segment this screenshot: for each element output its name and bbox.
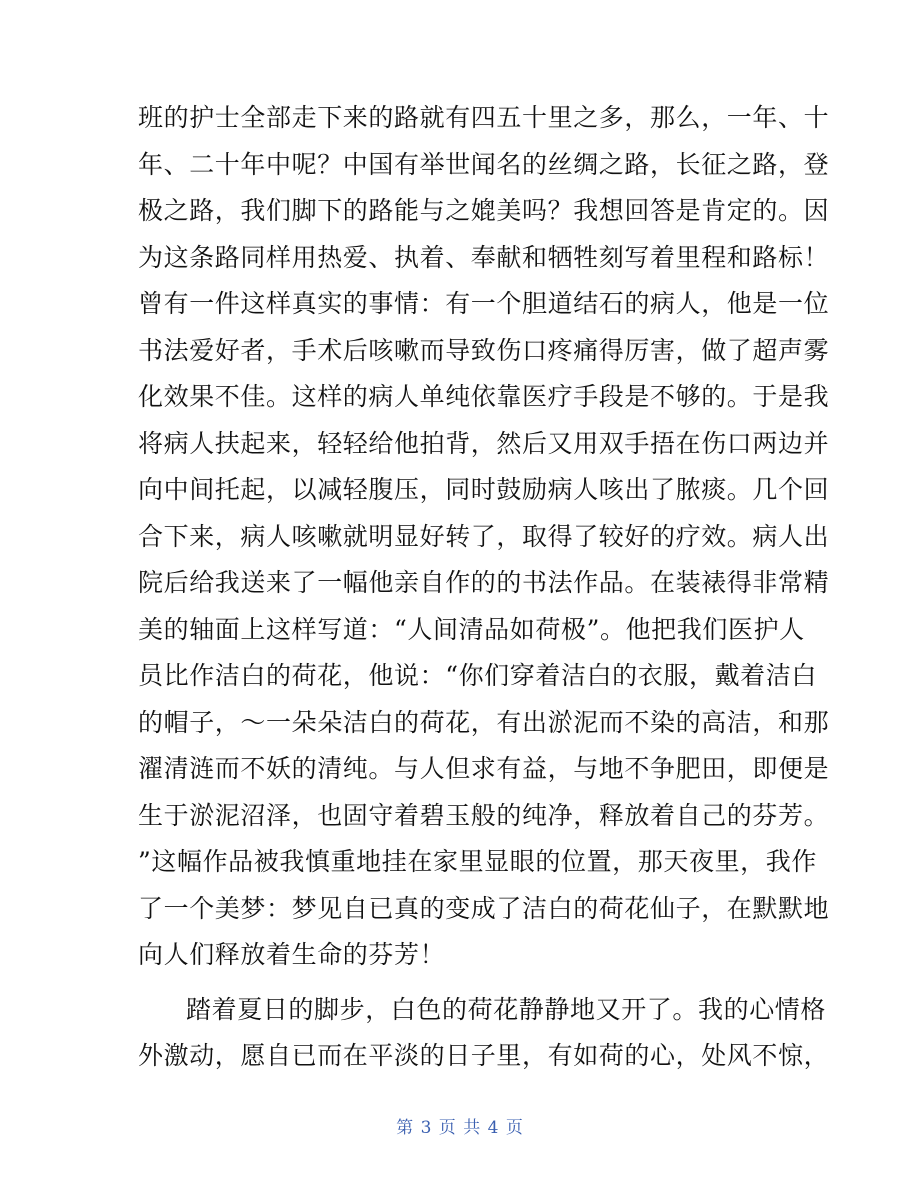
text-line: 了一个美梦：梦见自已真的变成了洁白的荷花仙子，在默默地 (138, 893, 830, 923)
text-line: 美的轴面上这样写道：“人间清品如荷极”。他把我们医护人 (138, 614, 805, 644)
text-line: 濯清涟而不妖的清纯。与人但求有益，与地不争肥田，即便是 (138, 754, 830, 783)
text-line: 向人们释放着生命的芬芳！ (138, 940, 446, 969)
text-line: 的帽子，～一朵朵洁白的荷花，有出淤泥而不染的高洁，和那 (138, 707, 830, 737)
text-line: 员比作洁白的荷花，他说：“你们穿着洁白的衣服，戴着洁白 (138, 661, 817, 690)
text-line: 极之路，我们脚下的路能与之媲美吗？我想回答是肯定的。因 (138, 196, 830, 225)
text-line: 班的护士全部走下来的路就有四五十里之多，那么，一年、十 (138, 103, 830, 132)
text-line: 年、二十年中呢？中国有举世闻名的丝绸之路，长征之路，登 (138, 149, 830, 179)
paragraph-2 (138, 987, 830, 1080)
page-footer: 第 3 页 共 4 页 (396, 1118, 524, 1138)
text-line: 院后给我送来了一幅他亲自作的的书法作品。在装裱得非常精 (138, 568, 830, 597)
text-line: 为这条路同样用热爱、执着、奉献和牺牲刻写着里程和路标！ (138, 242, 830, 272)
text-line: 化效果不佳。这样的病人单纯依靠医疗手段是不够的。于是我 (138, 382, 830, 411)
text-line: 曾有一件这样真实的事情：有一个胆道结石的病人，他是一位 (138, 289, 830, 318)
paragraph-spacer (138, 979, 788, 987)
text-line: 书法爱好者，手术后咳嗽而导致伤口疼痛得厉害，做了超声雾 (138, 335, 830, 365)
text-line: 合下来，病人咳嗽就明显好转了，取得了较好的疗效。病人出 (138, 521, 830, 551)
document-body (138, 95, 830, 1080)
text-line: 将病人扶起来，轻轻给他拍背，然后又用双手捂在伤口两边并 (138, 428, 830, 458)
text-line: 向中间托起，以减轻腹压，同时鼓励病人咳出了脓痰。几个回 (138, 475, 830, 504)
paragraph-1 (138, 95, 830, 979)
text-line: 生于淤泥沼泽，也固守着碧玉般的纯净，释放着自己的芬芳。 (138, 800, 830, 830)
text-line: ”这幅作品被我慎重地挂在家里显眼的位置，那天夜里，我作 (138, 847, 817, 876)
text-line: 踏着夏日的脚步，白色的荷花静静地又开了。我的心情格 (186, 994, 827, 1024)
text-line: 外激动，愿自已而在平淡的日子里，有如荷的心，处风不惊， (138, 1041, 830, 1070)
